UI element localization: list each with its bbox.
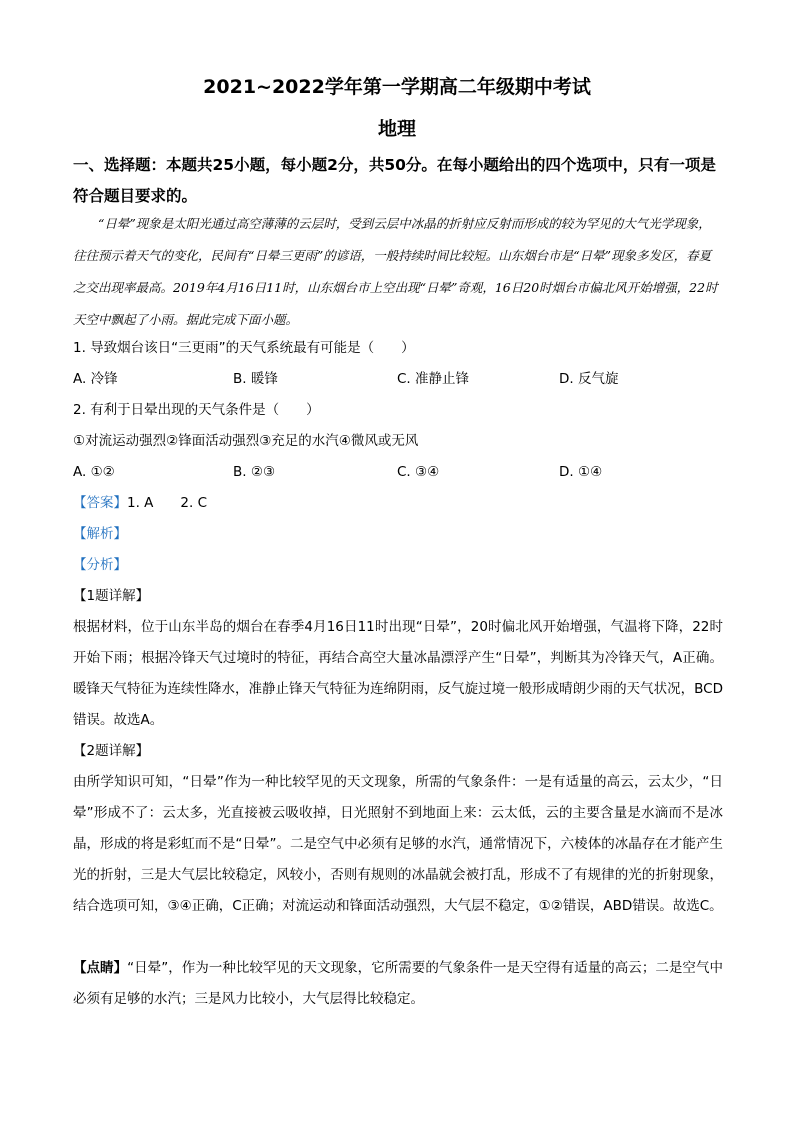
fenxi-label — [73, 550, 127, 581]
detail-2-paragraph — [73, 767, 723, 922]
q1-option-a: A. 冷锋 — [73, 371, 118, 387]
detail-2-label-text: 【2题详解】 — [73, 743, 150, 759]
detail-1-paragraph — [73, 612, 723, 736]
detail-1-label-text: 【1题详解】 — [73, 588, 150, 604]
tip-label: 【点睛】 — [73, 960, 128, 976]
q2-option-b: B. ②③ — [233, 464, 276, 480]
q2-option-c: C. ③④ — [397, 464, 440, 480]
answer-label: 【答案】 — [73, 495, 127, 511]
q2-option-d: D. ①④ — [559, 464, 603, 480]
tip-text: “日晕”，作为一种比较罕见的天文现象，它所需要的气象条件一是天空得有适量的高云；二是空气中必须有足够的水汽；三是风力比较小，大气层得比较稳定。 — [73, 960, 723, 1007]
answer-text: 1. A 2. C — [127, 495, 208, 511]
detail-1-label — [73, 581, 149, 612]
exam-title: 2021~2022学年第一学期高二年级期中考试 — [203, 76, 591, 98]
analysis-label — [73, 519, 127, 550]
analysis-label-text: 【解析】 — [73, 526, 127, 542]
exam-subject: 地理 — [377, 118, 416, 140]
material-text: “日晕”现象是太阳光通过高空薄薄的云层时，受到云层中冰晶的折射应反射而形成的较为罕见的大气光学现象，往往预示着天气的变化，民间有“日晕三更雨”的谚语，一般持续时间比较短。山东烟台市是“日晕”现象多发区，春夏之交出现率最高。2019年4月16日11时，山东烟台市上空出现“日晕”奇观，16日20时烟台市偏北风开始增强，22时天空中飘起了小雨。据此完成下面小题。 — [73, 216, 718, 327]
q1-option-c: C. 准静止锋 — [397, 371, 470, 387]
question-2-stem: 2. 有利于日晕出现的天气条件是（ ） — [73, 402, 320, 418]
detail-1-text: 根据材料，位于山东半岛的烟台在春季4月16日11时出现“日晕”，20时偏北风开始增强，气温将下降，22时开始下雨；根据冷锋天气过境时的特征，再结合高空大量冰晶漂浮产生“日晕”，判断其为冷锋天气，A正确。暖锋天气特征为连续性降水，准静止锋天气特征为连绵阴雨，反气旋过境一般形成晴朗少雨的天气状况，BCD错误。故选A。 — [73, 619, 723, 728]
q1-option-d: D. 反气旋 — [559, 371, 619, 387]
reading-material — [73, 208, 721, 336]
question-1-stem: 1. 导致烟台该日“三更雨”的天气系统最有可能是（ ） — [73, 340, 415, 356]
question-2-options — [73, 457, 723, 488]
answer-line — [73, 488, 207, 519]
tip-paragraph — [73, 953, 723, 1015]
question-1-options — [73, 364, 723, 395]
detail-2-text: 由所学知识可知，“日晕”作为一种比较罕见的天文现象，所需的气象条件：一是有适量的高云，云太少，“日晕”形成不了：云太多，光直接被云吸收掉，日光照射不到地面上来：云太低，云的主要含量是水滴而不是冰晶，形成的将是彩虹而不是“日晕”。二是空气中必须有足够的水汽，通常情况下，六棱体的冰晶存在才能产生光的折射，三是大气层比较稳定，风较小，否则有规则的冰晶就会被打乱，形成不了有规律的光的折射现象，结合选项可知，③④正确，C正确；对流运动和锋面活动强烈，大气层不稳定，①②错误，ABD错误。故选C。 — [73, 774, 723, 914]
section-heading: 一、选择题：本题共25小题，每小题2分，共50分。在每小题给出的四个选项中，只有一项是符合题目要求的。 — [73, 156, 716, 205]
q2-option-a: A. ①② — [73, 464, 115, 480]
question-2-conditions: ①对流运动强烈②锋面活动强烈③充足的水汽④微风或无风 — [73, 433, 419, 449]
fenxi-label-text: 【分析】 — [73, 557, 127, 573]
q1-option-b: B. 暖锋 — [233, 371, 278, 387]
detail-2-label — [73, 736, 149, 767]
